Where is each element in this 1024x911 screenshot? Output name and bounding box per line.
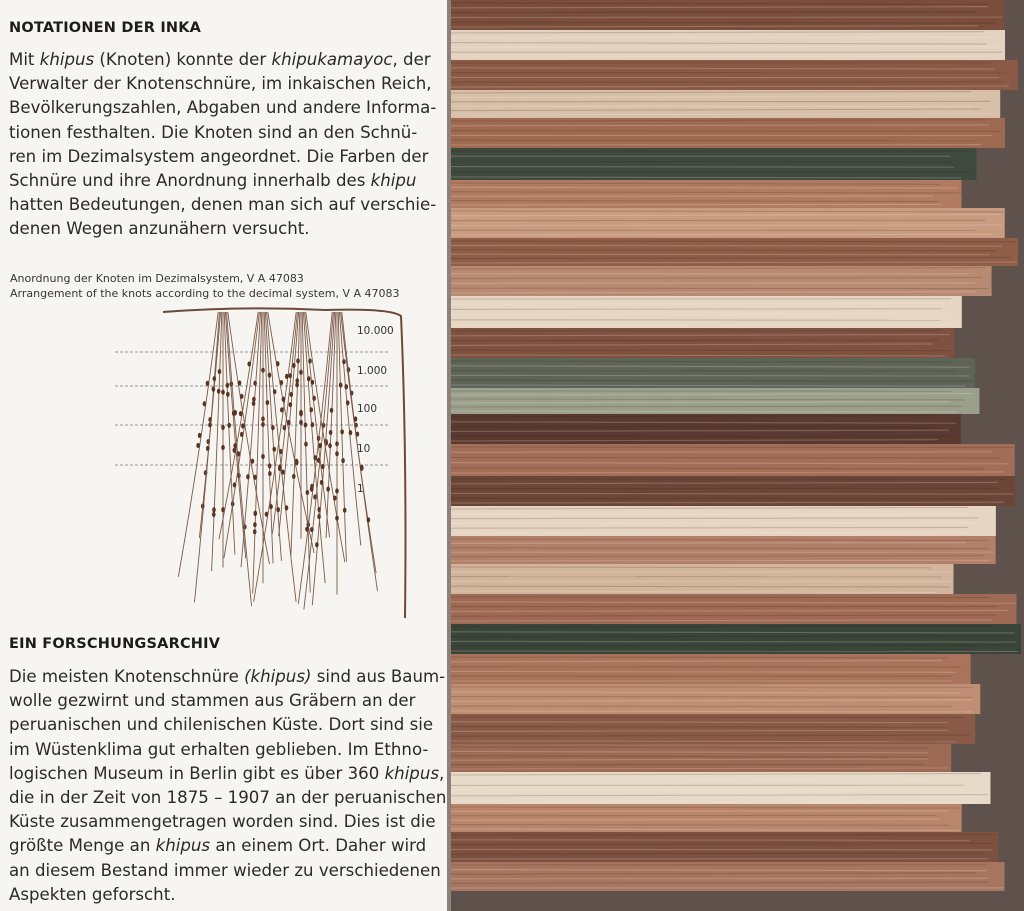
knot	[251, 459, 255, 464]
text-run: Verwalter der Knotenschnüre, im inkaischen Reich,	[9, 74, 432, 94]
knot	[292, 474, 296, 479]
level-label: 10.000	[357, 325, 394, 337]
knot	[266, 400, 270, 405]
text-run: an einem Ort. Daher wird	[210, 836, 427, 856]
italic-term: khipus	[39, 50, 95, 69]
knot	[309, 407, 313, 412]
knot	[335, 488, 339, 493]
knot	[208, 422, 212, 427]
knot	[310, 487, 314, 492]
knot	[335, 441, 339, 446]
knot	[329, 430, 333, 435]
strand	[451, 493, 1013, 494]
text-line	[9, 217, 445, 241]
knot	[305, 527, 309, 532]
knot	[367, 517, 371, 522]
knot	[299, 370, 303, 375]
cord-bands	[451, 0, 1021, 891]
knot	[213, 376, 217, 381]
knot	[346, 400, 350, 405]
khipu-photo	[451, 0, 1024, 911]
text-line	[9, 713, 445, 737]
knot	[212, 507, 216, 512]
italic-term: khipus	[155, 836, 211, 856]
heading-notationen: NOTATIONEN DER INKA	[9, 20, 202, 36]
text-line	[9, 193, 445, 217]
cord-band	[451, 684, 980, 714]
cord-band	[451, 118, 1005, 148]
text-run: hatten Bedeutungen, denen man sich auf verschie-	[9, 195, 437, 215]
knot	[253, 381, 257, 386]
text-run: größte Menge an	[9, 836, 156, 856]
knot	[233, 443, 237, 448]
level-label: 100	[357, 403, 378, 415]
strand	[451, 12, 978, 13]
knot	[227, 423, 231, 428]
cord-band	[451, 624, 1021, 654]
knot	[312, 396, 316, 401]
knot	[261, 454, 265, 459]
knot	[278, 466, 282, 471]
knot	[273, 389, 277, 394]
knot	[335, 516, 339, 521]
text-run: im Wüstenklima gut erhalten geblieben. Im Ethno-	[9, 739, 429, 759]
main-cord	[163, 308, 406, 618]
text-line	[9, 145, 445, 169]
strand	[451, 211, 1003, 212]
italic-term: (khipus)	[244, 667, 312, 686]
heading-forschungsarchiv: EIN FORSCHUNGSARCHIV	[9, 636, 221, 652]
text-line	[9, 72, 445, 96]
knot	[304, 422, 308, 427]
knot	[317, 514, 321, 519]
text-line	[9, 738, 445, 762]
knot	[239, 411, 243, 416]
level-label: 1.000	[357, 365, 388, 377]
knot	[253, 522, 257, 527]
knot	[335, 451, 339, 456]
knot	[252, 397, 256, 402]
knot	[343, 508, 347, 513]
khipu-diagram	[105, 302, 425, 622]
knot	[321, 464, 325, 469]
caption-line-en: Arrangement of the knots according to the decimal system, V A 47083	[10, 287, 400, 300]
strand	[451, 502, 1004, 503]
knot	[233, 482, 237, 487]
knot	[283, 425, 287, 430]
text-run: denen Wegen anzunähern versucht.	[9, 219, 310, 239]
knot	[328, 443, 332, 448]
text-run: ren im Dezimalsystem angeordnet. Die Farben der	[9, 146, 429, 166]
knot	[206, 381, 210, 386]
strand	[451, 37, 995, 38]
text-line	[9, 859, 445, 883]
strand	[451, 697, 972, 698]
italic-term: khipu	[370, 171, 417, 191]
knot	[295, 382, 299, 387]
knot	[285, 505, 289, 510]
strand	[451, 427, 941, 428]
knot	[341, 458, 345, 463]
knot	[246, 474, 250, 479]
text-run: an diesem Bestand immer wieder zu verschiedenen	[9, 860, 441, 880]
knot	[330, 408, 334, 413]
knot	[268, 471, 272, 476]
strand	[451, 161, 952, 162]
knot	[268, 373, 272, 378]
text-run: logischen Museum in Berlin gibt es über 360	[9, 763, 385, 783]
strand	[451, 241, 1018, 242]
knot	[217, 389, 221, 394]
cord-band	[451, 328, 954, 358]
text-line	[9, 48, 445, 72]
strand	[451, 447, 1014, 448]
knot	[344, 384, 348, 389]
strand	[451, 309, 943, 310]
knot	[253, 529, 257, 534]
text-run: Aspekten geforscht.	[9, 884, 176, 904]
cord-band	[451, 476, 1015, 506]
strand	[451, 234, 994, 235]
knot	[310, 527, 314, 532]
knot	[342, 359, 346, 364]
text-line	[9, 665, 445, 689]
knot	[198, 433, 202, 438]
cord-band	[451, 772, 990, 804]
strand	[451, 825, 949, 826]
text-run: tionen festhalten. Die Knoten sind an den Schnü-	[9, 122, 418, 142]
italic-term: khipukamayoc	[271, 50, 393, 69]
cord-band	[451, 564, 954, 594]
knot	[288, 373, 292, 378]
knot	[265, 512, 269, 517]
level-label: 10	[357, 443, 371, 455]
strand	[451, 801, 975, 802]
cord-band	[451, 60, 1018, 90]
strand	[451, 741, 957, 742]
text-line	[9, 883, 445, 907]
knot	[340, 429, 344, 434]
text-run: die in der Zeit von 1875 – 1907 an der peruanischen	[9, 788, 447, 808]
italic-term: khipus	[384, 763, 439, 783]
strand	[451, 187, 957, 188]
text-run: (Knoten) konnte der	[94, 50, 272, 69]
text-line	[9, 169, 445, 193]
knot	[238, 380, 242, 385]
knot	[285, 374, 289, 379]
text-line	[9, 121, 445, 145]
knot	[221, 390, 225, 395]
strand	[451, 849, 992, 850]
strand	[451, 840, 969, 841]
text-line	[9, 810, 445, 834]
paragraph-forschungsarchiv	[9, 665, 445, 907]
strand	[451, 245, 1002, 246]
knot	[304, 441, 308, 446]
text-line	[9, 689, 445, 713]
knot	[354, 416, 358, 421]
strand	[451, 167, 954, 168]
knot	[281, 470, 285, 475]
text-line	[9, 834, 445, 858]
strand	[451, 324, 956, 325]
text-run: , der	[392, 50, 431, 69]
text-run: wolle gezwirnt und stammen aus Gräbern an der	[9, 691, 416, 711]
strand	[451, 727, 946, 728]
knot	[317, 458, 321, 463]
strand	[451, 657, 948, 658]
knot	[313, 455, 317, 460]
knot	[280, 407, 284, 412]
cord-band	[451, 862, 1005, 891]
knot	[221, 425, 225, 430]
knot	[296, 358, 300, 363]
strand	[451, 518, 979, 519]
knot	[261, 416, 265, 421]
knot	[349, 430, 353, 435]
knot	[247, 361, 251, 366]
strand	[451, 204, 942, 205]
knot	[196, 443, 200, 448]
cord-band	[451, 208, 1005, 238]
knot	[360, 466, 364, 471]
knot	[311, 380, 315, 385]
cord-band	[451, 388, 979, 414]
cord-band	[451, 444, 1015, 476]
text-run: peruanischen und chilenischen Küste. Dort sind sie	[9, 715, 434, 735]
knot	[320, 480, 324, 485]
text-run: ,	[439, 763, 445, 783]
knot	[299, 411, 303, 416]
knot	[280, 380, 284, 385]
text-run: Mit	[9, 50, 40, 69]
knot	[206, 446, 210, 451]
knot	[253, 511, 257, 516]
knot	[203, 401, 207, 406]
knot	[292, 363, 296, 368]
cord-band	[451, 832, 998, 862]
strand	[451, 140, 978, 141]
strand	[451, 254, 989, 255]
diagram-caption	[10, 271, 400, 301]
knot	[307, 376, 311, 381]
cord-band	[451, 358, 975, 388]
knot	[276, 507, 280, 512]
strand	[451, 597, 990, 598]
strand	[451, 375, 970, 376]
text-run: sind aus Baum-	[311, 667, 446, 686]
text-run: Schnüre und ihre Anordnung innerhalb des	[9, 171, 371, 191]
knot	[326, 487, 330, 492]
cord-band	[451, 654, 971, 684]
knot	[272, 447, 276, 452]
knot	[313, 494, 317, 499]
knot	[212, 512, 216, 517]
knot	[240, 394, 244, 399]
khipu-cords	[163, 308, 406, 618]
text-line	[9, 762, 445, 786]
cord-band	[451, 506, 996, 536]
strand	[451, 790, 963, 791]
knot	[221, 445, 225, 450]
pendant-cord	[264, 312, 273, 563]
text-run: Küste zusammengetragen worden sind. Dies ist die	[9, 812, 436, 832]
knot	[308, 358, 312, 363]
strand	[451, 560, 990, 561]
knot	[299, 420, 303, 425]
cord-band	[451, 714, 975, 744]
knot	[356, 431, 360, 436]
knot	[339, 382, 343, 387]
knot	[289, 392, 293, 397]
knot	[276, 361, 280, 366]
caption-line-de: Anordnung der Knoten im Dezimalsystem, V A 47083	[10, 272, 304, 285]
strand	[451, 283, 975, 284]
knot	[289, 402, 293, 407]
knot	[318, 443, 322, 448]
text-run: Bevölkerungszahlen, Abgaben und andere Informa-	[9, 98, 437, 118]
knot	[226, 392, 230, 397]
knot	[271, 425, 275, 430]
cord-band	[451, 148, 976, 180]
level-label: 1	[357, 483, 364, 495]
strand	[451, 457, 1000, 458]
cord-band	[451, 296, 962, 328]
text-line	[9, 96, 445, 120]
knot	[295, 459, 299, 464]
knot	[233, 448, 237, 453]
knot	[241, 423, 245, 428]
paragraph-notationen	[9, 48, 445, 242]
knot	[261, 368, 265, 373]
strand	[451, 586, 951, 587]
knot	[311, 422, 315, 427]
pendant-cord	[339, 312, 360, 545]
strand	[451, 641, 1017, 642]
knot	[226, 383, 230, 388]
knot	[218, 369, 222, 374]
knot	[282, 397, 286, 402]
knot	[268, 463, 272, 468]
text-panel	[0, 0, 450, 911]
knot	[212, 387, 216, 392]
knot	[306, 490, 310, 495]
text-line	[9, 786, 445, 810]
knot	[233, 410, 237, 415]
knot	[333, 495, 337, 500]
knot	[287, 420, 291, 425]
text-run: Die meisten Knotenschnüre	[9, 667, 245, 686]
strand	[451, 636, 1014, 637]
knot	[315, 542, 319, 547]
knot	[261, 422, 265, 427]
knot	[240, 432, 244, 437]
